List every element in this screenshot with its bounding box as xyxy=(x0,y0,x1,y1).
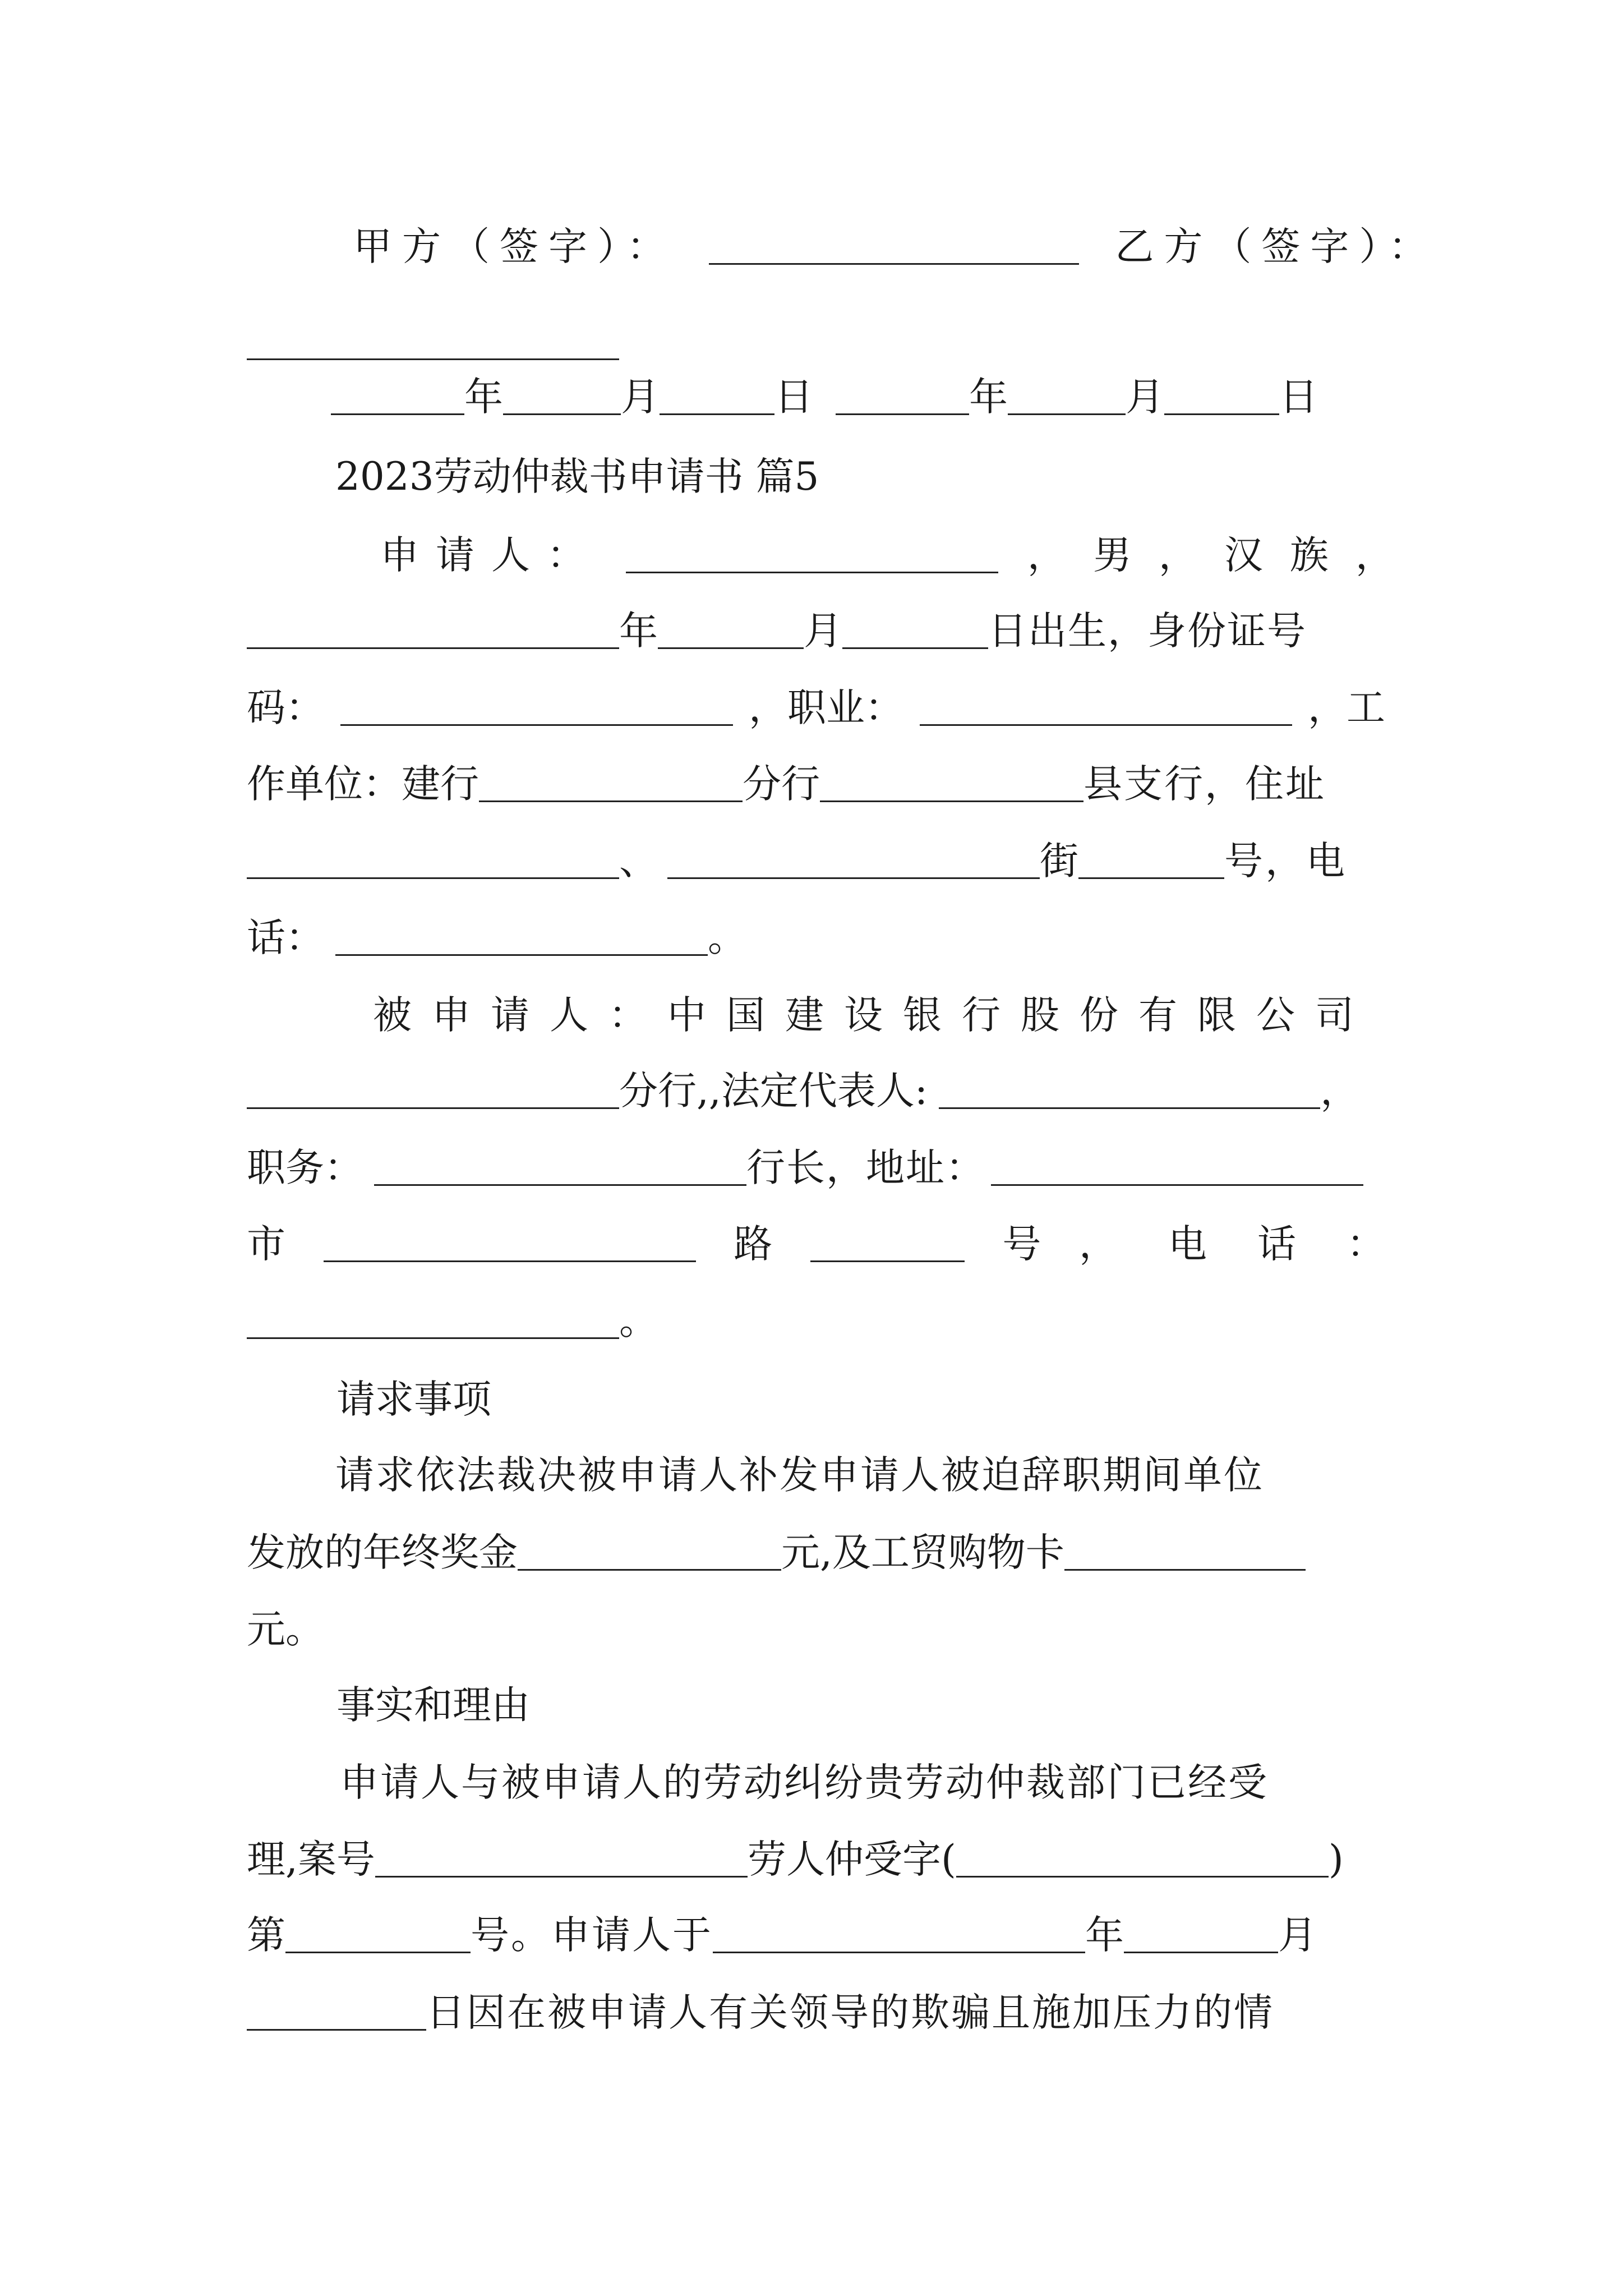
respondent-phone-blank[interactable] xyxy=(247,1283,619,1339)
year-char: 年 xyxy=(464,375,503,420)
facts-text-line-3 xyxy=(247,1907,1317,1963)
section-heading: 2023劳动仲裁书申请书 篇5 xyxy=(335,454,819,499)
year-char: 年 xyxy=(619,609,658,654)
date-line xyxy=(331,369,1318,425)
month-char: 月 xyxy=(1278,1913,1317,1958)
facts-text-line-1: 申请人与被申请人的劳动纠纷贵劳动仲裁部门已经受 xyxy=(340,1760,1269,1805)
respondent-line-4 xyxy=(247,1216,1436,1272)
case-seq-blank[interactable] xyxy=(285,1897,471,1953)
month-char: 月 xyxy=(621,375,660,420)
applicant-line-2 xyxy=(247,603,1307,659)
address-blank-2[interactable] xyxy=(667,823,1040,879)
address-label: 行长，地址： xyxy=(746,1145,985,1190)
bonus-label: 发放的年终奖金 xyxy=(247,1530,518,1575)
claims-text-line-3: 元。 xyxy=(247,1607,324,1652)
respondent-line-1 xyxy=(373,987,1374,1043)
born-id-text: 日出生，身份证号 xyxy=(988,609,1307,654)
month-char: 月 xyxy=(1126,375,1164,420)
road-label: 路 xyxy=(734,1222,773,1267)
birth-year-blank[interactable] xyxy=(247,593,619,649)
street-number-blank[interactable] xyxy=(1078,823,1224,879)
party-a-label: 甲方（签字）： xyxy=(353,224,676,269)
party-a-signature-blank[interactable] xyxy=(709,209,1079,265)
work-unit-label-start: ，工 xyxy=(1308,685,1385,730)
resign-day-blank[interactable] xyxy=(247,1975,426,2031)
facts-continuation: 日因在被申请人有关领导的欺骗且施加压力的情 xyxy=(426,1990,1274,2035)
shopping-card-amount-blank[interactable] xyxy=(1064,1515,1306,1571)
title-blank[interactable] xyxy=(374,1130,746,1186)
branch-blank[interactable] xyxy=(479,746,743,802)
applicant-line-1 xyxy=(380,527,1421,583)
phone-label: 话： xyxy=(247,915,324,960)
party-b-signature-blank[interactable] xyxy=(247,304,619,360)
year-char: 年 xyxy=(1085,1913,1124,1958)
title-label: 职务： xyxy=(247,1145,363,1190)
party-a-year-blank[interactable] xyxy=(331,359,464,415)
legal-rep-label: 分行,,法定代表人: xyxy=(619,1069,928,1114)
legal-rep-blank[interactable] xyxy=(939,1053,1320,1109)
year-char: 年 xyxy=(969,375,1008,420)
facts-text-line-2 xyxy=(247,1832,1344,1888)
phone-blank[interactable] xyxy=(335,900,708,956)
ordinal-label: 第 xyxy=(247,1913,285,1958)
street-label: 街 xyxy=(1040,839,1078,884)
job-label: ，职业： xyxy=(749,685,903,730)
facts-heading: 事实和理由 xyxy=(336,1683,530,1728)
party-a-day-blank[interactable] xyxy=(660,359,774,415)
respondent-line-3 xyxy=(247,1140,1363,1196)
respondent-line-5 xyxy=(247,1293,658,1349)
resign-month-blank[interactable] xyxy=(1124,1897,1278,1953)
address-label: 县支行，住址 xyxy=(1083,762,1326,807)
respondent-branch-blank[interactable] xyxy=(247,1053,619,1109)
bonus-amount-blank[interactable] xyxy=(518,1515,781,1571)
day-char: 日 xyxy=(774,375,813,420)
party-a-month-blank[interactable] xyxy=(503,359,621,415)
respondent-address-blank[interactable] xyxy=(991,1130,1363,1186)
road-blank[interactable] xyxy=(810,1206,965,1262)
party-b-label: 乙方（签字）： xyxy=(1115,224,1437,269)
day-char: 日 xyxy=(1279,375,1318,420)
number-phone-label: 号，电 xyxy=(1224,839,1347,884)
separator: 、 xyxy=(619,839,658,884)
facts-text-line-4 xyxy=(247,1985,1274,2041)
comma: ， xyxy=(1320,1069,1359,1114)
signature-line xyxy=(353,219,1437,275)
applicant-line-3 xyxy=(247,680,1385,736)
period: 。 xyxy=(619,1299,658,1343)
party-b-year-blank[interactable] xyxy=(836,359,969,415)
branch-label: 分行 xyxy=(743,762,820,807)
case-number-label: 理,案号 xyxy=(247,1837,375,1882)
city-blank[interactable] xyxy=(324,1206,696,1262)
birth-month-blank[interactable] xyxy=(658,593,804,649)
claims-text-line-2 xyxy=(247,1525,1306,1581)
applicant-line-4 xyxy=(247,756,1326,812)
respondent-label: 被申请人：中国建设银行股份有限公司 xyxy=(373,993,1374,1038)
sub-branch-blank[interactable] xyxy=(820,746,1083,802)
id-code-label: 码： xyxy=(247,685,324,730)
applicant-sex-ethnicity: ，男，汉族， xyxy=(1027,533,1421,578)
case-number-blank[interactable] xyxy=(375,1821,748,1878)
party-b-month-blank[interactable] xyxy=(1008,359,1126,415)
case-word-label: 劳人仲受字( xyxy=(747,1837,956,1882)
claims-text-line-1: 请求依法裁决被申请人补发申请人被迫辞职期间单位 xyxy=(335,1453,1264,1498)
city-label: 市 xyxy=(247,1222,285,1267)
respondent-line-2 xyxy=(247,1063,1359,1119)
work-unit-label: 作单位：建行 xyxy=(247,762,479,807)
birth-day-blank[interactable] xyxy=(842,593,988,649)
shopping-card-label: 元,及工贸购物卡 xyxy=(781,1530,1064,1575)
applicant-name-blank[interactable] xyxy=(626,517,998,573)
claims-heading: 请求事项 xyxy=(336,1377,491,1422)
id-number-blank[interactable] xyxy=(340,670,733,726)
applicant-label: 申请人： xyxy=(380,533,602,578)
address-blank-1[interactable] xyxy=(247,823,619,879)
period: 。 xyxy=(708,915,746,960)
close-paren: ) xyxy=(1328,1837,1344,1882)
applicant-on-label: 号。申请人于 xyxy=(471,1913,713,1958)
case-word-blank[interactable] xyxy=(956,1821,1329,1878)
month-char: 月 xyxy=(804,609,842,654)
job-blank[interactable] xyxy=(920,670,1292,726)
party-b-day-blank[interactable] xyxy=(1164,359,1279,415)
applicant-line-5 xyxy=(247,833,1347,889)
number-label: 号 xyxy=(1002,1222,1041,1267)
applicant-line-6 xyxy=(247,910,746,966)
phone-label: ，电话： xyxy=(1078,1222,1436,1267)
resign-year-blank[interactable] xyxy=(713,1897,1085,1953)
